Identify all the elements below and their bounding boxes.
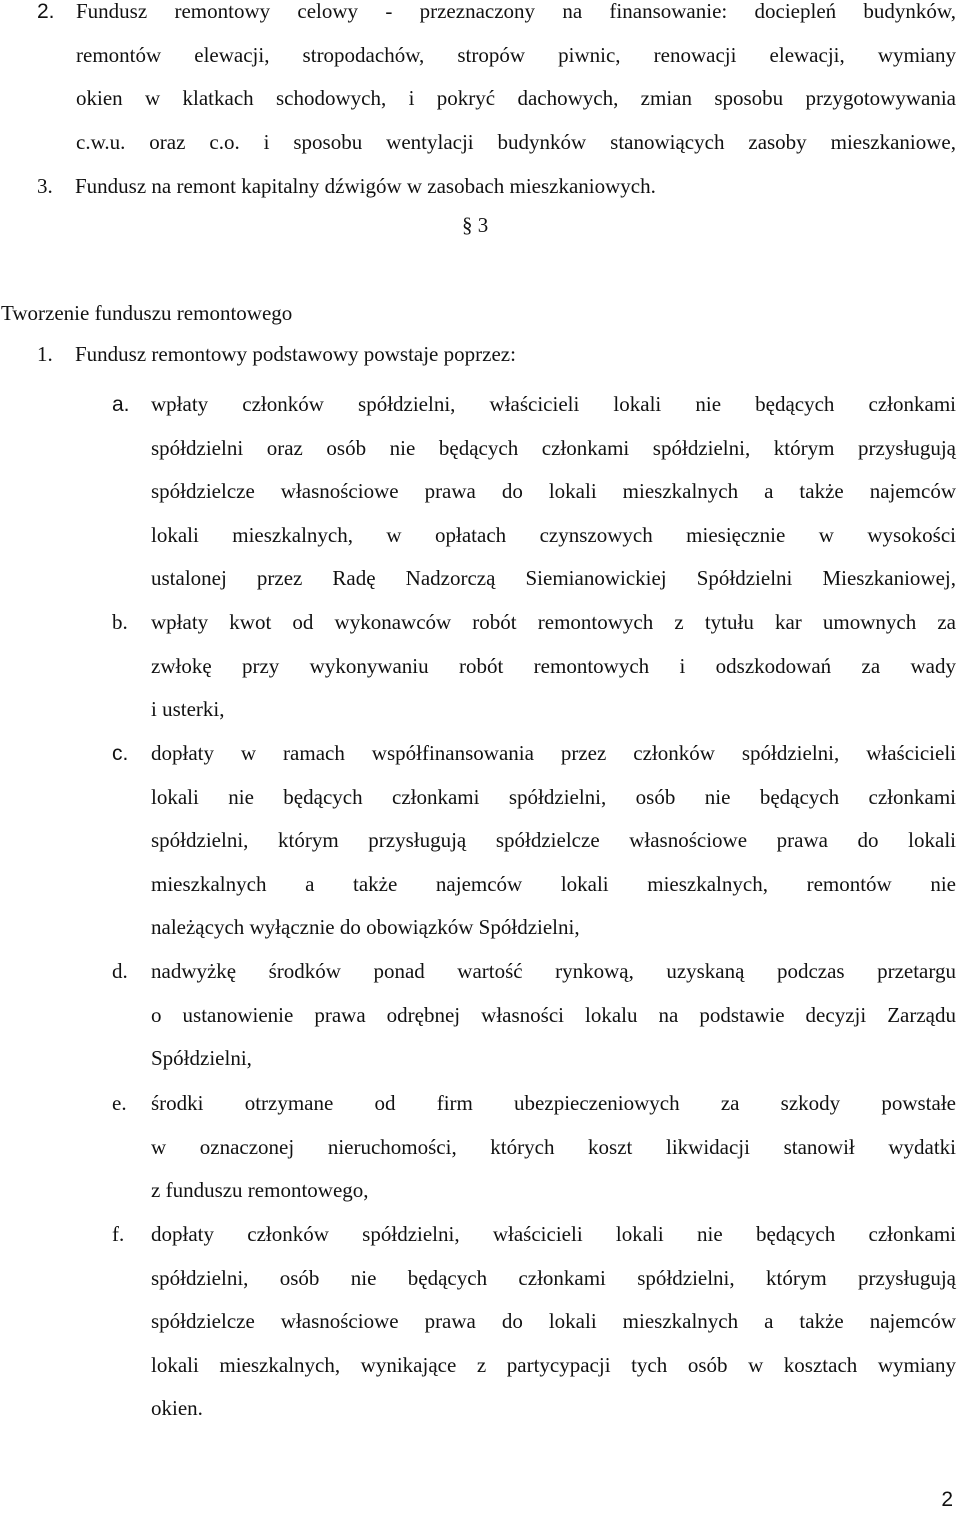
list-number: 3. xyxy=(37,174,53,198)
text-line: spółdzielcze własnościowe prawa do lokali mieszkalnych a także najemców xyxy=(151,1309,956,1334)
text-line: Fundusz remontowy celowy - przeznaczony na finansowanie: dociepleń budynków, xyxy=(76,0,956,23)
text-line: okien. xyxy=(151,1396,203,1421)
text-line: o ustanowienie prawa odrębnej własności lokalu na podstawie decyzji Zarządu xyxy=(151,1002,956,1027)
text-line: nadwyżkę środków ponad wartość rynkową, uzyskaną podczas przetargu xyxy=(151,959,956,983)
text-line: dopłaty członków spółdzielni, właścicieli lokali nie będących członkami xyxy=(151,1222,956,1246)
section-title: Tworzenie funduszu remontowego xyxy=(1,301,293,325)
text-line: i usterki, xyxy=(151,697,225,722)
section-symbol: § xyxy=(462,213,473,237)
list-item-text: Fundusz remontowy podstawowy powstaje poprzez: xyxy=(75,342,516,366)
text-line: z funduszu remontowego, xyxy=(151,1178,369,1203)
list-number: 1. xyxy=(37,342,53,366)
list-item-3 xyxy=(37,165,656,209)
subitem-text xyxy=(151,1082,956,1213)
section-number: 3 xyxy=(477,213,489,237)
page-number: 2 xyxy=(941,1488,953,1511)
text-line: dopłaty w ramach współfinansowania przez członków spółdzielni, właścicieli xyxy=(151,741,956,765)
text-line: c.w.u. oraz c.o. i sposobu wentylacji budynków stanowiących zasoby mieszkaniowe, xyxy=(76,129,956,154)
list-item-text xyxy=(76,0,956,164)
subitem-letter: e. xyxy=(112,1091,127,1115)
list-item-text: Fundusz na remont kapitalny dźwigów w zasobach mieszkaniowych. xyxy=(75,174,656,198)
text-line: zwłokę przy wykonywaniu robót remontowych i odszkodowań za wady xyxy=(151,653,956,678)
list-item-1 xyxy=(37,342,516,367)
subitem-text xyxy=(151,732,956,950)
text-line: spółdzielni, którym przysługują spółdzielcze własnościowe prawa do lokali xyxy=(151,828,956,853)
subitem-text xyxy=(151,950,956,1081)
text-line: mieszkalnych a także najemców lokali mieszkalnych, remontów nie xyxy=(151,871,956,896)
text-line: lokali nie będących członkami spółdzielni, osób nie będących członkami xyxy=(151,784,956,809)
text-line: wpłaty kwot od wykonawców robót remontowych z tytułu kar umownych za xyxy=(151,610,956,634)
subitem-letter: a. xyxy=(112,393,130,416)
text-line: w oznaczonej nieruchomości, których koszt likwidacji stanowił wydatki xyxy=(151,1134,956,1159)
text-line: spółdzielni, osób nie będących członkami spółdzielni, którym przysługują xyxy=(151,1265,956,1290)
subitem-text xyxy=(151,383,956,601)
text-line: okien w klatkach schodowych, i pokryć dachowych, zmian sposobu przygotowywania xyxy=(76,86,956,111)
text-line: należących wyłącznie do obowiązków Spółdzielni, xyxy=(151,915,580,940)
text-line: remontów elewacji, stropodachów, stropów piwnic, renowacji elewacji, wymiany xyxy=(76,42,956,67)
text-line: spółdzielni oraz osób nie będących członkami spółdzielni, którym przysługują xyxy=(151,435,956,460)
subitem-text xyxy=(151,601,956,732)
section-heading xyxy=(462,213,488,238)
text-line: Spółdzielni, xyxy=(151,1046,252,1071)
text-line: spółdzielcze własnościowe prawa do lokali mieszkalnych a także najemców xyxy=(151,479,956,504)
subitem-letter: f. xyxy=(112,1222,125,1246)
subitem-letter: b. xyxy=(112,610,128,634)
text-line: środki otrzymane od firm ubezpieczeniowych za szkody powstałe xyxy=(151,1091,956,1115)
list-number: 2. xyxy=(37,0,55,23)
subitem-letter: d. xyxy=(112,959,128,983)
text-line: lokali mieszkalnych, w opłatach czynszowych miesięcznie w wysokości xyxy=(151,522,956,547)
text-line: ustalonej przez Radę Nadzorczą Siemianowickiej Spółdzielni Mieszkaniowej, xyxy=(151,566,956,591)
text-line: wpłaty członków spółdzielni, właścicieli lokali nie będących członkami xyxy=(151,392,956,416)
subitem-letter: c. xyxy=(112,742,129,765)
subitem-text xyxy=(151,1213,956,1431)
text-line: lokali mieszkalnych, wynikające z partycypacji tych osób w kosztach wymiany xyxy=(151,1352,956,1377)
